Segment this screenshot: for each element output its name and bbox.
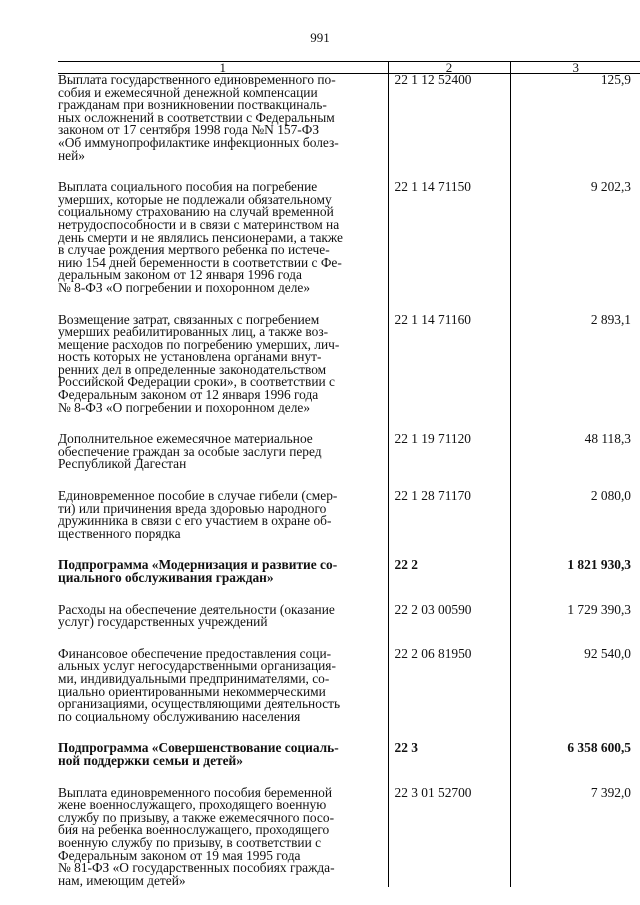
description-line: Федеральным законом от 19 мая 1995 года [58, 847, 301, 863]
row-amount: 2 893,1 [590, 311, 631, 327]
description-line: гражданам при возникновении поствакциналь- [58, 97, 327, 113]
row-description [58, 490, 388, 540]
description-line: циально ориентированными некоммерческими [58, 683, 326, 699]
column-header-3: 3 [510, 62, 640, 74]
description-line: альных услуг негосударственными организация- [58, 658, 336, 674]
description-line: военную службу по призыву, в соответствии с [58, 834, 322, 850]
spacer-cell [510, 768, 640, 787]
spacer-cell [58, 768, 388, 787]
table-row [58, 314, 640, 415]
row-code: 22 1 12 52400 [388, 74, 510, 163]
description-line: Российской Федерации сроки», в соответствии с [58, 374, 335, 390]
row-code: 22 1 19 71120 [388, 433, 510, 471]
row-amount: 2 080,0 [590, 488, 631, 504]
description-line: собия и ежемесячной денежной компенсации [58, 84, 318, 100]
description-line: Выплата единовременного пособия беременной [58, 784, 333, 800]
description-line: нам, имеющим детей» [58, 872, 186, 888]
row-code: 22 3 [388, 742, 510, 767]
budget-table [58, 61, 640, 887]
spacer-cell [58, 629, 388, 648]
row-amount: 1 729 390,3 [567, 601, 631, 617]
description-line: Республикой Дагестан [58, 456, 187, 472]
description-line: организациями, осуществляющими деятельность [58, 696, 341, 712]
description-line: по социальному обслуживанию населения [58, 708, 301, 724]
spacer-cell [58, 585, 388, 604]
description-line: Возмещение затрат, связанных с погребением [58, 311, 320, 327]
row-spacer [58, 629, 640, 648]
description-line: ней» [58, 147, 85, 163]
description-line: Подпрограмма «Модернизация и развитие со- [58, 557, 338, 573]
spacer-cell [388, 768, 510, 787]
table-row [58, 433, 640, 471]
row-amount: 1 821 930,3 [567, 557, 631, 573]
row-code: 22 2 [388, 559, 510, 584]
spacer-cell [388, 295, 510, 314]
description-line: Расходы на обеспечение деятельности (оказание [58, 601, 335, 617]
spacer-cell [58, 295, 388, 314]
description-line: мещение расходов по погребению умерших, лич- [58, 336, 340, 352]
subprogram-row [58, 559, 640, 584]
description-line: № 8-ФЗ «О погребении и похоронном деле» [58, 279, 311, 295]
description-line: ных осложнений в соответствии с Федеральным [58, 109, 335, 125]
description-line: обеспечение граждан за особые заслуги перед [58, 443, 322, 459]
description-line: ти) или причинения вреда здоровью народного [58, 500, 327, 516]
page-number: 991 [310, 30, 330, 45]
description-line: дружинника в связи с его участием в охране об- [58, 513, 332, 529]
description-line: жене военнослужащего, проходящего военную [58, 797, 327, 813]
column-header-2: 2 [388, 62, 510, 74]
description-line: Выплата государственного единовременного по- [58, 72, 336, 87]
description-line: нию 154 дней беременности в соответствии с Фе- [58, 254, 342, 270]
table-row [58, 181, 640, 294]
row-spacer [58, 295, 640, 314]
description-line: ность которых не установлена органами внут- [58, 349, 322, 365]
description-line: ми, индивидуальными предпринимателями, со- [58, 670, 330, 686]
table-body [58, 74, 640, 888]
row-description [58, 742, 388, 767]
description-line: № 81-ФЗ «О государственных пособиях гражда- [58, 860, 335, 876]
description-line: бия на ребенка военнослужащего, проходящего [58, 822, 330, 838]
description-line: умерших, которые не подлежали обязательному [58, 191, 332, 207]
description-line: щественного порядка [58, 525, 181, 541]
row-code: 22 1 14 71160 [388, 314, 510, 415]
description-line: услуг) государственных учреждений [58, 614, 268, 630]
row-amount: 48 118,3 [584, 431, 631, 447]
spacer-cell [510, 629, 640, 648]
column-header-1: 1 [58, 62, 388, 74]
spacer-cell [510, 295, 640, 314]
description-line: умерших реабилитированных лиц, а также воз- [58, 324, 329, 340]
table-row [58, 648, 640, 724]
description-line: Подпрограмма «Совершенствование социаль- [58, 740, 339, 756]
subprogram-row [58, 742, 640, 767]
description-line: Финансовое обеспечение предоставления соци- [58, 645, 332, 661]
spacer-cell [510, 585, 640, 604]
row-description [58, 74, 388, 163]
description-line: в случае рождения мертвого ребенка по истече- [58, 242, 330, 258]
row-amount: 92 540,0 [584, 645, 631, 661]
description-line: Выплата социального пособия на погребение [58, 179, 318, 195]
description-line: день смерти и не являлись пенсионерами, а также [58, 229, 343, 245]
table-row [58, 490, 640, 540]
row-amount: 6 358 600,5 [567, 740, 631, 756]
row-code: 22 1 28 71170 [388, 490, 510, 540]
row-description [58, 433, 388, 471]
row-code: 22 2 03 00590 [388, 604, 510, 629]
description-line: ной поддержки семьи и детей» [58, 752, 243, 768]
spacer-cell [388, 629, 510, 648]
row-amount: 125,9 [600, 72, 631, 87]
row-amount: 7 392,0 [590, 784, 631, 800]
row-description [58, 559, 388, 584]
row-code: 22 1 14 71150 [388, 181, 510, 294]
description-line: ренних дел в определенные законодательством [58, 361, 327, 377]
row-description [58, 311, 388, 415]
description-line: Федеральным законом от 12 января 1996 года [58, 387, 319, 403]
row-description [58, 645, 388, 724]
description-line: Дополнительное ежемесячное материальное [58, 431, 313, 447]
description-line: циального обслуживания граждан» [58, 570, 274, 585]
description-line: нетрудоспособности и в связи с материнством на [58, 216, 340, 232]
table-row [58, 604, 640, 629]
row-description [58, 784, 388, 888]
row-description [58, 181, 388, 294]
description-line: «Об иммунопрофилактике инфекционных болез- [58, 134, 339, 150]
description-line: № 8-ФЗ «О погребении и похоронном деле» [58, 399, 311, 415]
row-code: 22 3 01 52700 [388, 787, 510, 888]
row-amount: 9 202,3 [590, 179, 631, 195]
description-line: деральным законом от 12 января 1996 года [58, 267, 302, 283]
row-spacer [58, 768, 640, 787]
description-line: социальному страхованию на случай временной [58, 204, 334, 220]
row-description [58, 601, 388, 630]
description-line: законом от 17 сентября 1998 года №N 157-ФЗ [58, 122, 320, 138]
description-line: Единовременное пособие в случае гибели (смер- [58, 488, 338, 504]
table-row [58, 74, 640, 163]
row-spacer [58, 585, 640, 604]
spacer-cell [388, 585, 510, 604]
description-line: службу по призыву, а также ежемесячного посо- [58, 809, 335, 825]
row-code: 22 2 06 81950 [388, 648, 510, 724]
table-row [58, 787, 640, 888]
